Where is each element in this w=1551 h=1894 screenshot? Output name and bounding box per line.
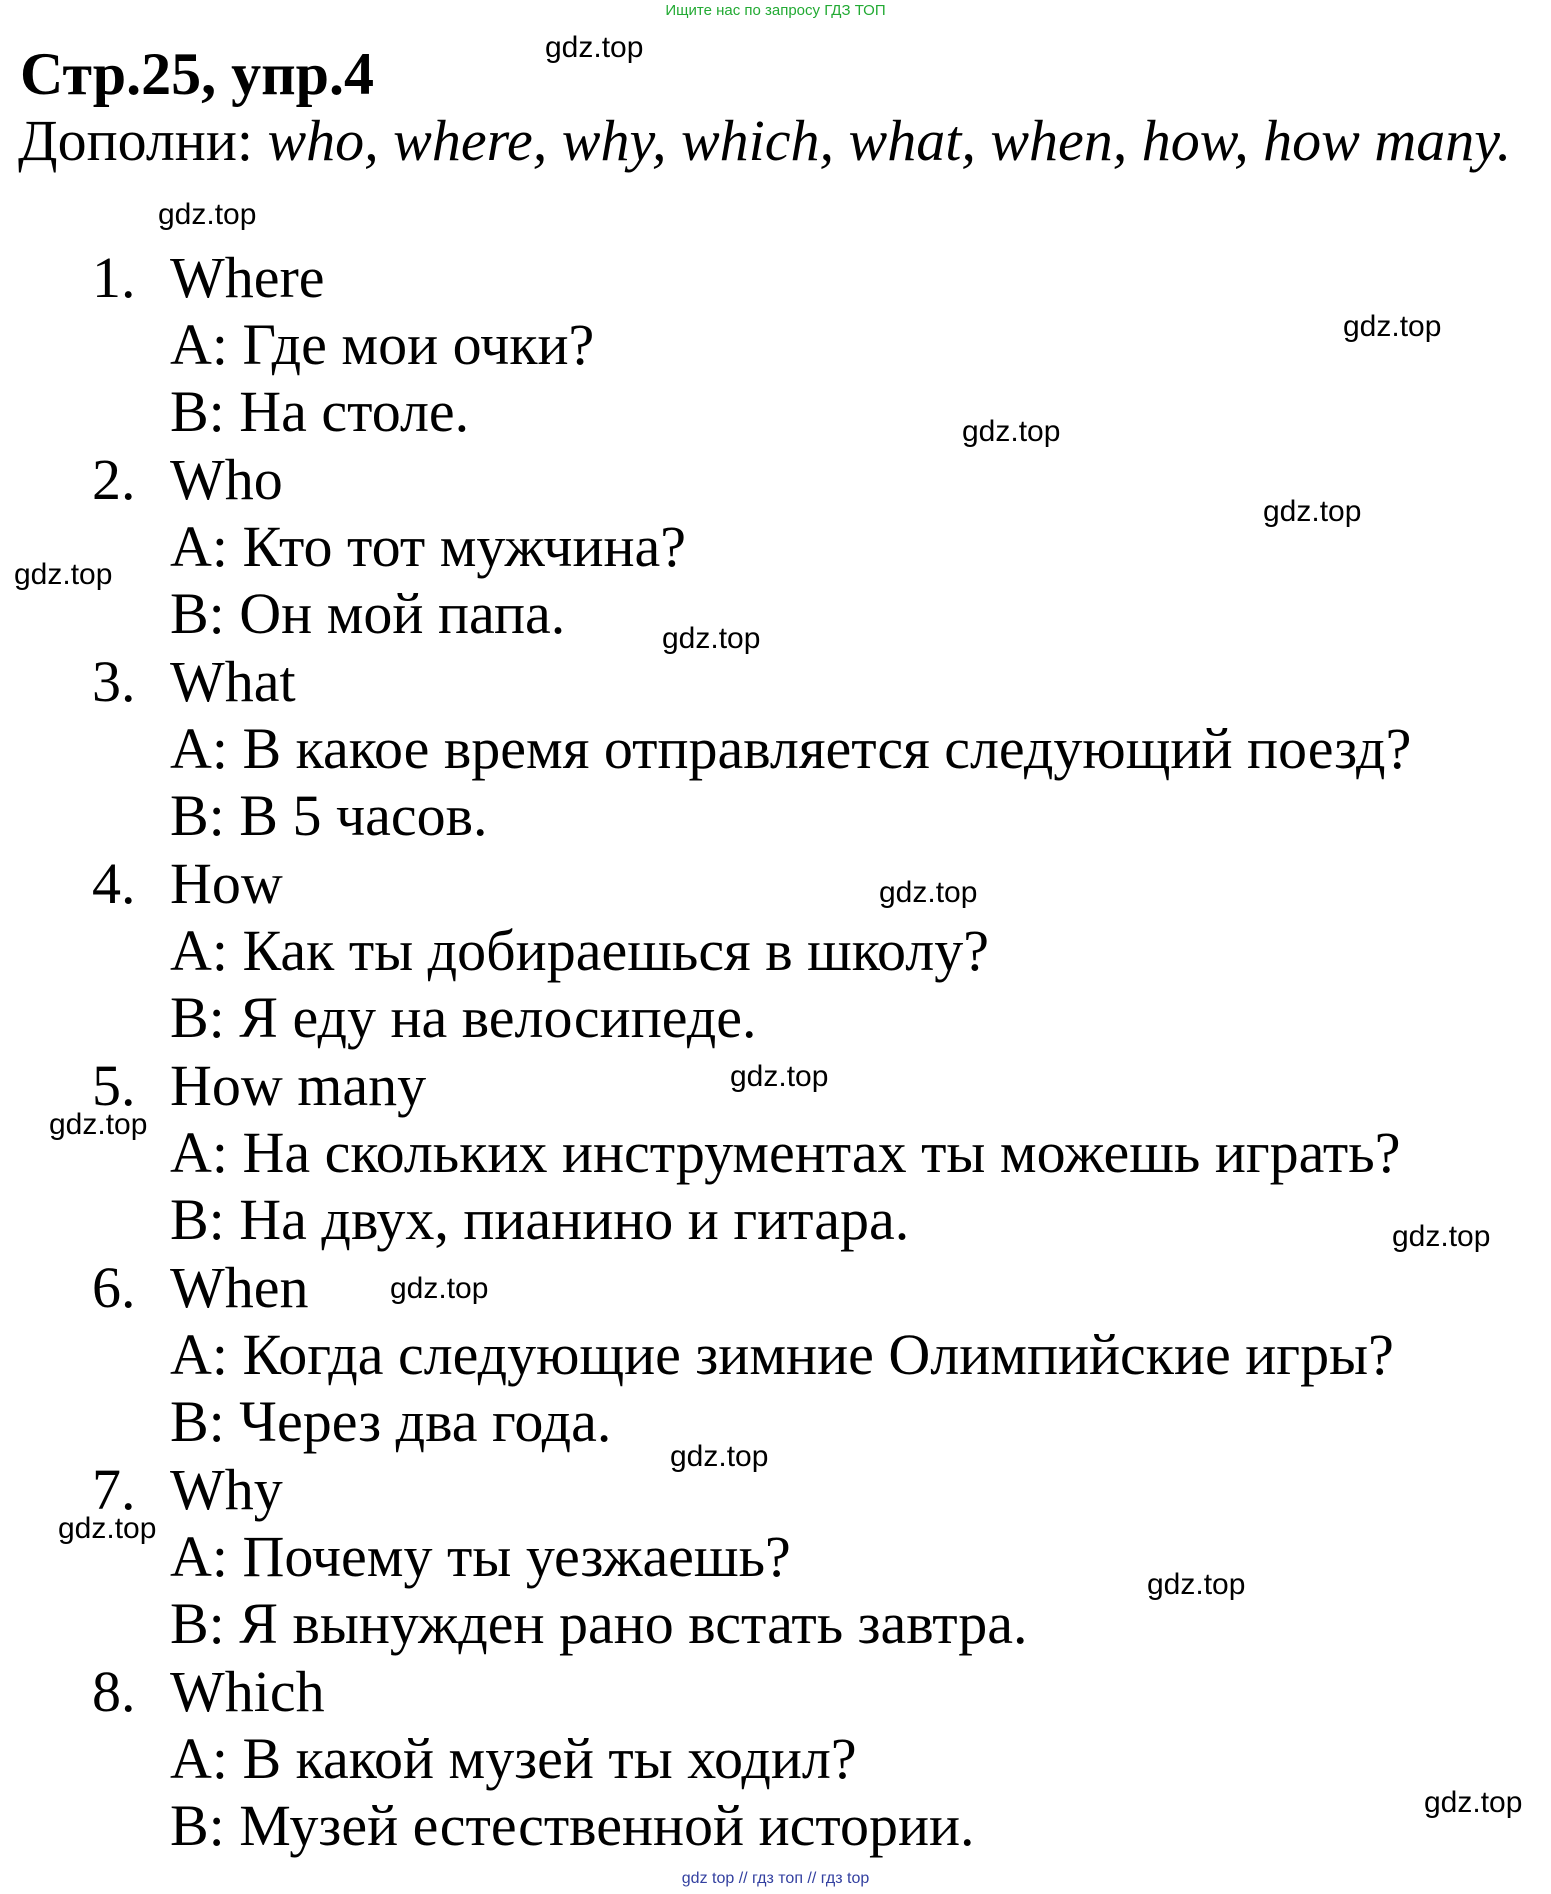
watermark: gdz.top (662, 622, 761, 655)
item-question: A: Почему ты уезжаешь? (170, 1524, 791, 1589)
watermark: gdz.top (49, 1108, 148, 1141)
item-question: A: Кто тот мужчина? (170, 514, 687, 579)
watermark: gdz.top (1343, 310, 1442, 343)
item-answer: Why (170, 1457, 283, 1522)
watermark: gdz.top (58, 1512, 157, 1545)
page-title: Стр.25, упр.4 (20, 41, 375, 107)
watermark: gdz.top (1147, 1568, 1246, 1601)
top-banner[interactable]: Ищите нас по запросу ГДЗ ТОП (665, 2, 886, 19)
item-question: A: В какой музей ты ходил? (170, 1726, 857, 1791)
watermark: gdz.top (879, 876, 978, 909)
item-question: A: В какое время отправляется следующий поезд? (170, 716, 1412, 781)
item-answer: When (170, 1255, 309, 1320)
item-answer: How many (170, 1053, 427, 1118)
item-number: 3. (92, 649, 136, 714)
instruction (18, 106, 1511, 176)
item-number: 1. (92, 245, 136, 310)
item-reply: B: В 5 часов. (170, 783, 488, 848)
item-number: 6. (92, 1255, 136, 1320)
item-question: A: Когда следующие зимние Олимпийские игры? (170, 1322, 1394, 1387)
item-number: 7. (92, 1457, 136, 1522)
item-reply: B: На столе. (170, 379, 470, 444)
item-question: A: Где мои очки? (170, 312, 595, 377)
watermark: gdz.top (14, 558, 113, 591)
item-answer: What (170, 649, 296, 714)
item-reply: B: Я вынужден рано встать завтра. (170, 1591, 1028, 1656)
item-answer: Who (170, 447, 283, 512)
item-reply: B: Я еду на велосипеде. (170, 985, 757, 1050)
watermark: gdz.top (1424, 1786, 1523, 1819)
watermark: gdz.top (390, 1272, 489, 1305)
instruction-words: who, where, why, which, what, when, how, how many. (267, 108, 1512, 173)
item-reply: B: Через два года. (170, 1389, 612, 1454)
watermark: gdz.top (670, 1440, 769, 1473)
item-answer: Which (170, 1659, 325, 1724)
instruction-lead: Дополни: (18, 108, 268, 173)
watermark: gdz.top (1263, 495, 1362, 528)
watermark: gdz.top (158, 198, 257, 231)
item-reply: B: Он мой папа. (170, 581, 566, 646)
item-question: A: Как ты добираешься в школу? (170, 918, 989, 983)
item-question: A: На скольких инструментах ты можешь играть? (170, 1120, 1401, 1185)
item-reply: B: Музей естественной истории. (170, 1793, 975, 1858)
watermark: gdz.top (1392, 1220, 1491, 1253)
item-number: 2. (92, 447, 136, 512)
watermark: gdz.top (730, 1060, 829, 1093)
watermark: gdz.top (545, 31, 644, 64)
item-reply: B: На двух, пианино и гитара. (170, 1187, 910, 1252)
item-number: 4. (92, 851, 136, 916)
watermark: gdz.top (962, 415, 1061, 448)
item-answer: Where (170, 245, 325, 310)
bottom-banner[interactable]: gdz top // гдз топ // гдз top (681, 1870, 870, 1887)
item-number: 5. (92, 1053, 136, 1118)
item-number: 8. (92, 1659, 136, 1724)
item-answer: How (170, 851, 283, 916)
